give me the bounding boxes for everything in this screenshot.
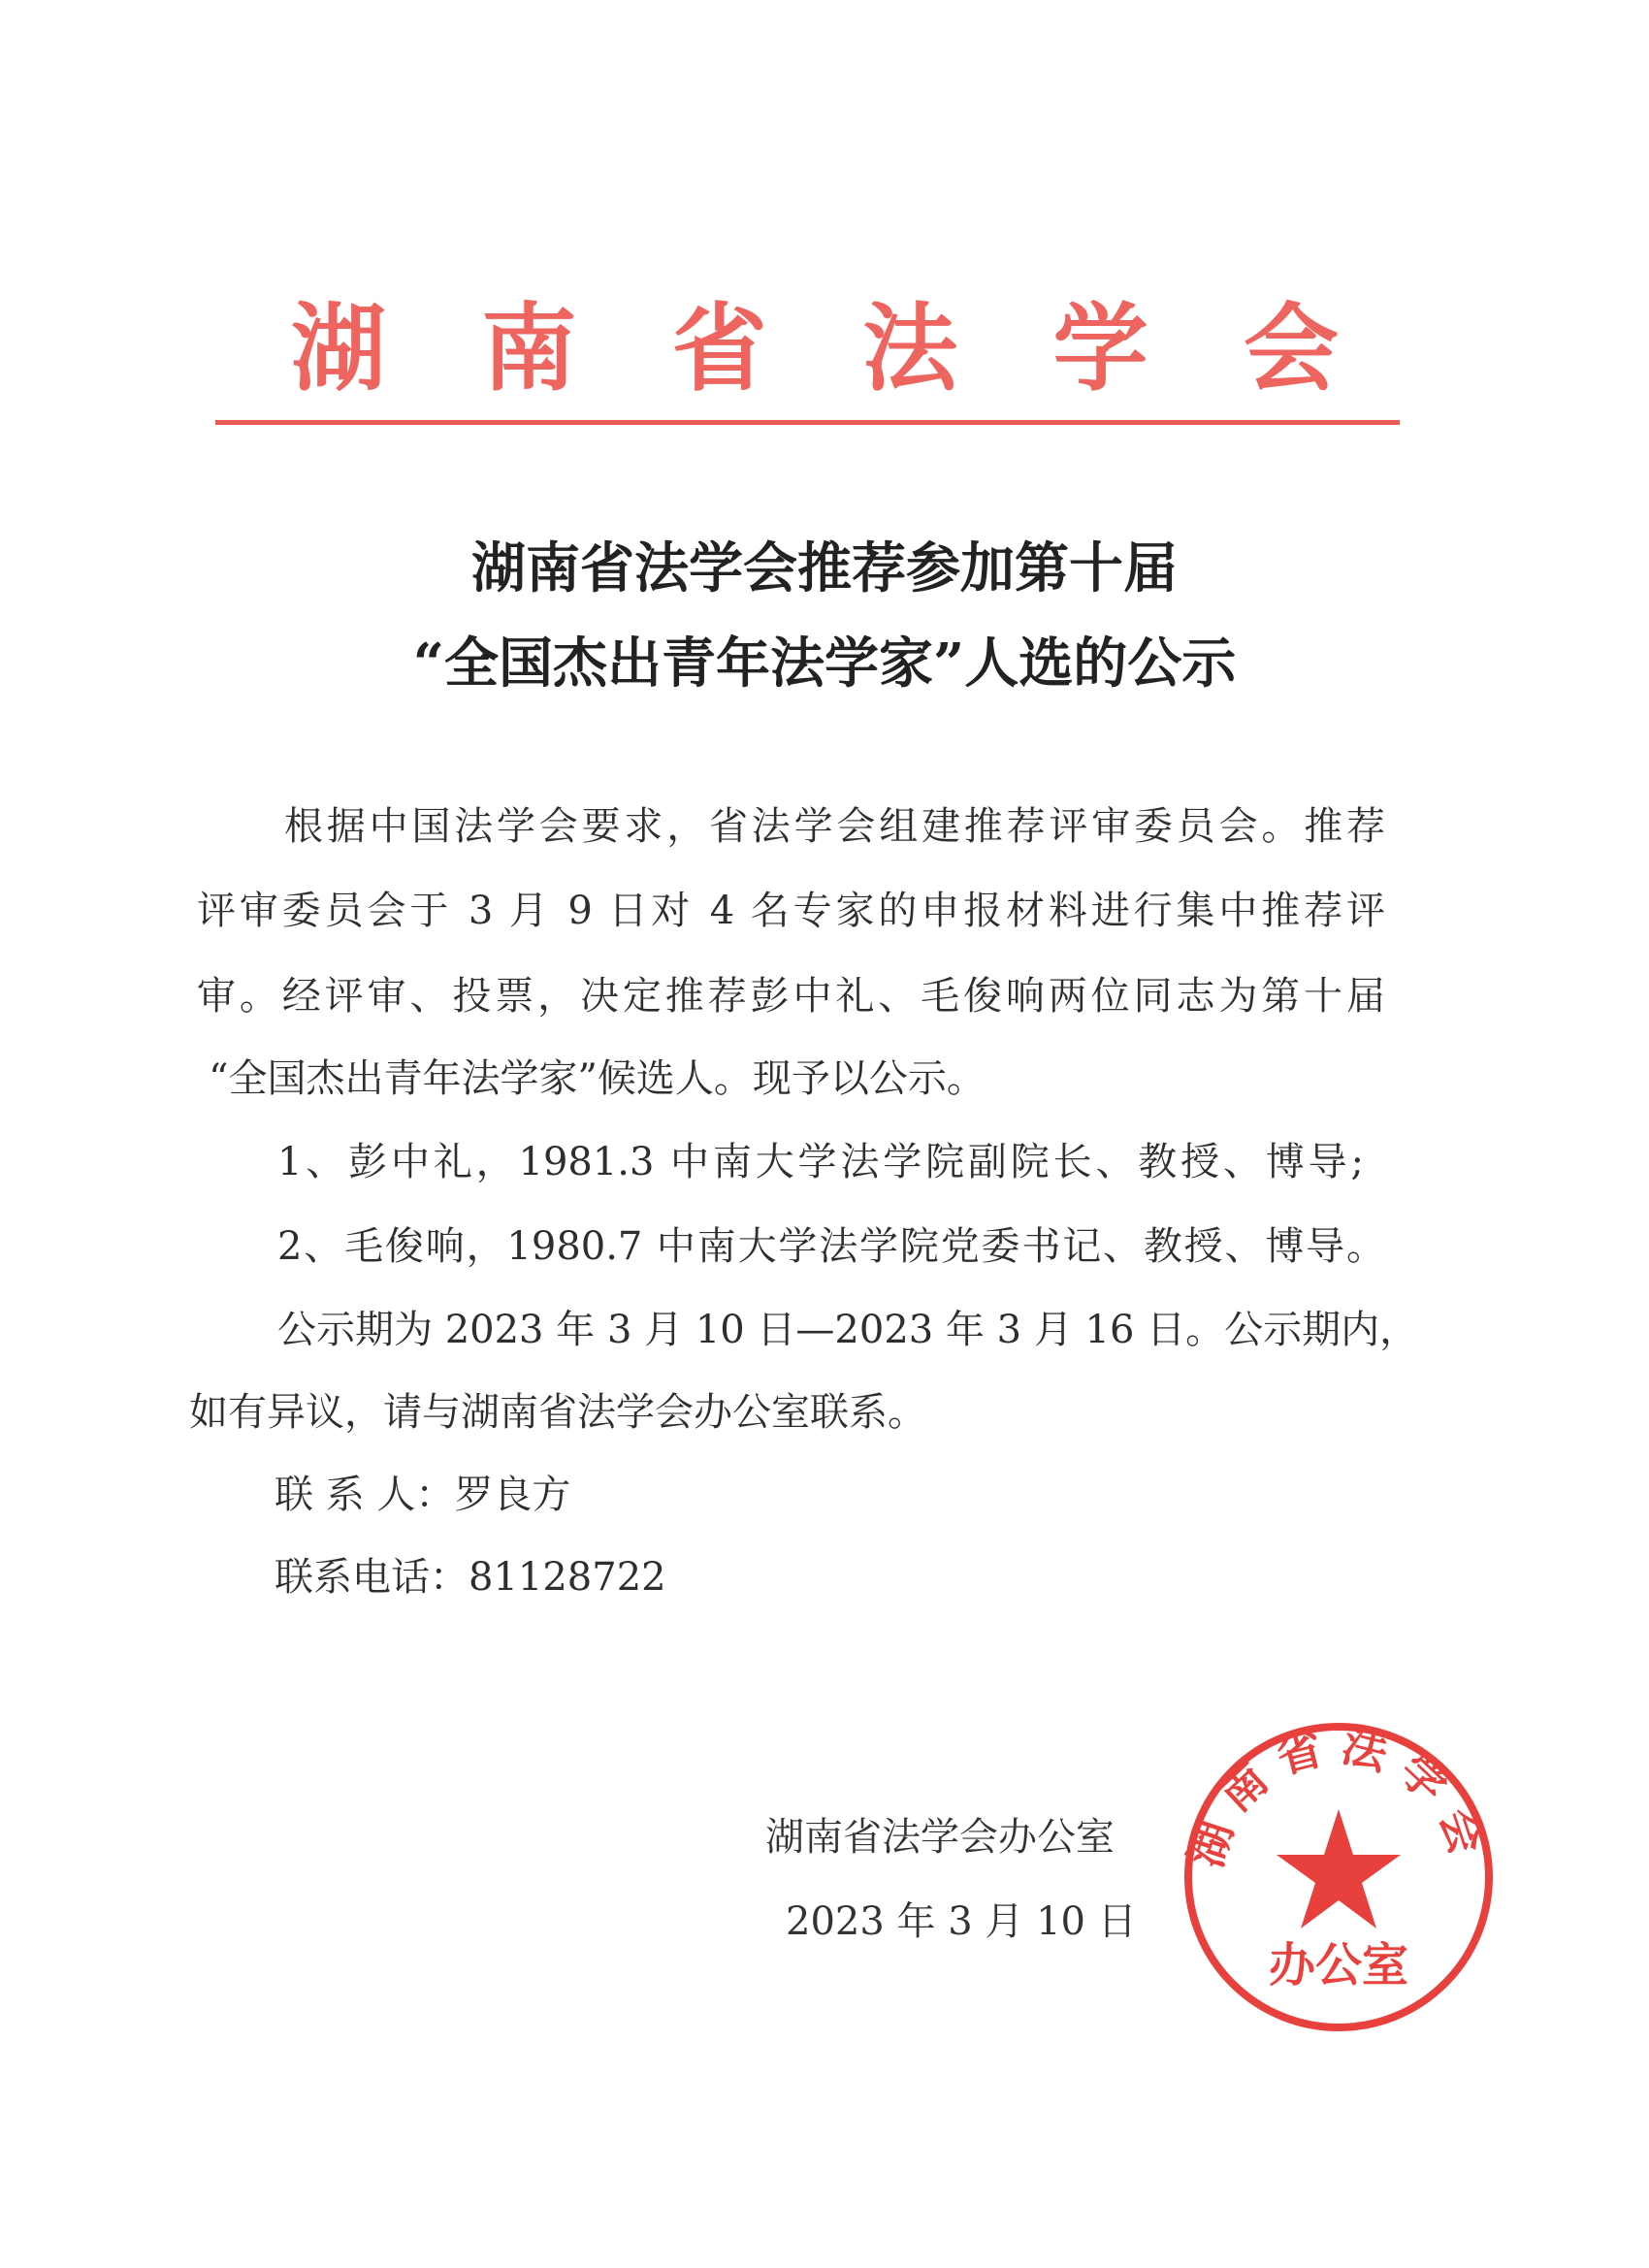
letterhead-char: 南 bbox=[481, 293, 577, 405]
signature-office: 湖南省法学会办公室 bbox=[765, 1815, 1115, 1860]
signature-date: 2023 年 3 月 10 日 bbox=[786, 1899, 1137, 1944]
letterhead-org-name bbox=[291, 293, 1339, 405]
letterhead-char: 省 bbox=[671, 293, 767, 405]
seal-bottom-text: 办公室 bbox=[1268, 1938, 1409, 1993]
seal-arc-text: 湖南省法学会 bbox=[1179, 1718, 1499, 1874]
body-paragraph-line: 评审委员会于 3 月 9 日对 4 名专家的申报材料进行集中推荐评 bbox=[197, 889, 1385, 933]
official-seal bbox=[1179, 1717, 1499, 2037]
publicity-period-line: 公示期为 2023 年 3 月 10 日—2023 年 3 月 16 日。公示期内， bbox=[277, 1308, 1419, 1352]
letterhead-char: 学 bbox=[1052, 293, 1148, 405]
candidate-item: 1、彭中礼，1981.3 中南大学法学院副院长、教授、博导; bbox=[277, 1140, 1364, 1184]
candidate-item: 2、毛俊响，1980.7 中南大学法学院党委书记、教授、博导。 bbox=[277, 1224, 1385, 1269]
star-icon bbox=[1277, 1809, 1401, 1928]
letterhead-divider bbox=[215, 420, 1400, 425]
letterhead-char: 湖 bbox=[291, 293, 387, 405]
body-paragraph-line: 审。经评审、投票，决定推荐彭中礼、毛俊响两位同志为第十届 bbox=[197, 974, 1385, 1019]
letterhead-char: 法 bbox=[862, 293, 958, 405]
letterhead-char: 会 bbox=[1243, 293, 1339, 405]
document-title-line1: 湖南省法学会推荐参加第十届 bbox=[471, 536, 1178, 600]
document-title-line2: “全国杰出青年法学家”人选的公示 bbox=[412, 632, 1237, 696]
body-paragraph-line: 根据中国法学会要求，省法学会组建推荐评审委员会。推荐 bbox=[284, 804, 1385, 849]
contact-phone: 联系电话：81128722 bbox=[275, 1555, 666, 1600]
contact-person: 联 系 人：罗良方 bbox=[275, 1473, 571, 1517]
publicity-period-line: 如有异议，请与湖南省法学会办公室联系。 bbox=[189, 1390, 926, 1435]
body-paragraph-line: “全国杰出青年法学家”候选人。现予以公示。 bbox=[209, 1056, 986, 1101]
